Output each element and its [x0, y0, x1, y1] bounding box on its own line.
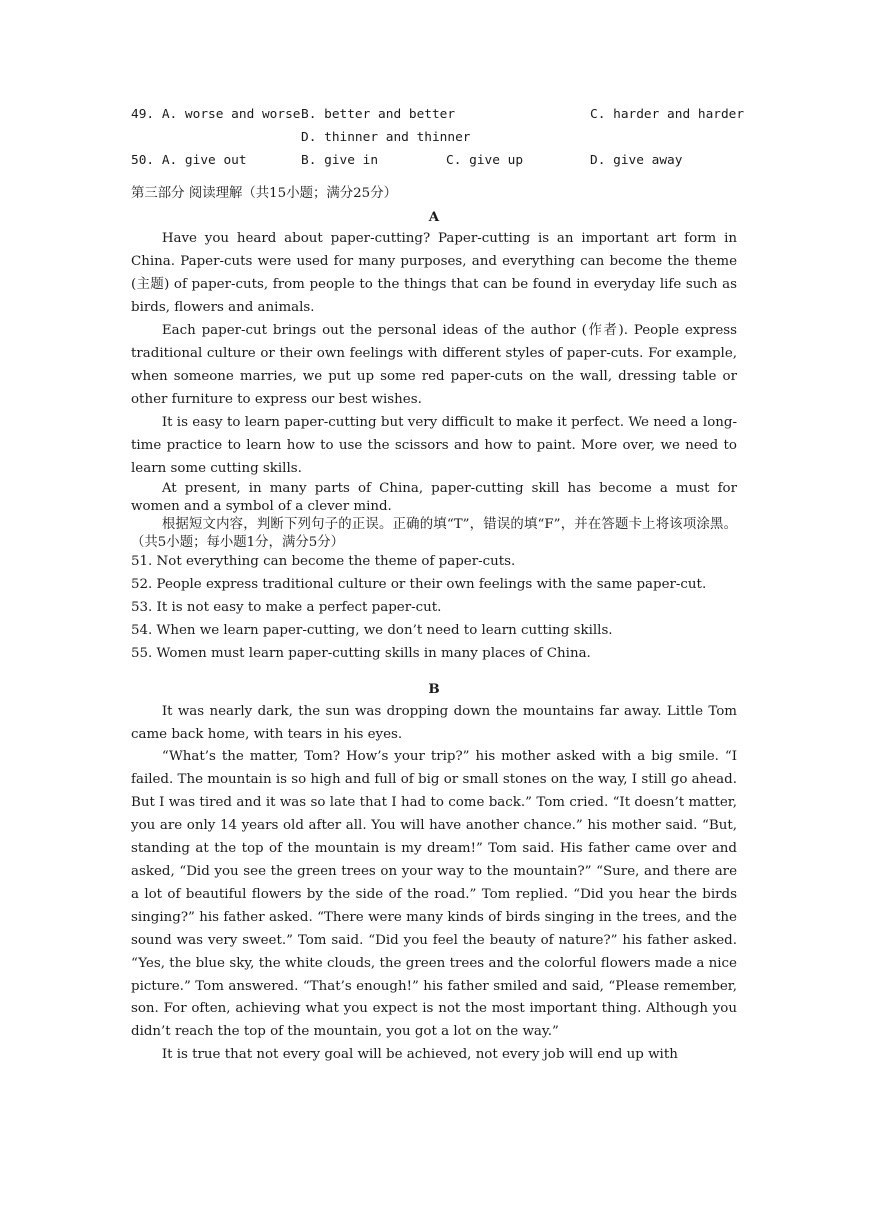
- question-55: 55. Women must learn paper-cutting skills in many places of China.: [131, 645, 591, 661]
- question-52: 52. People express traditional culture or their own feelings with the same paper-cut.: [131, 577, 707, 593]
- passage-a-paragraph-1: Have you heard about paper-cutting? Paper-cutting is an important art form in China. Paper-cuts were used for many purposes, and everything can become the theme (主题) of paper-cuts, from people to the things that can be found in everyday life such as birds, flowers and animals.: [131, 231, 737, 316]
- question-49: [131, 104, 745, 127]
- passage-b-paragraph-3: It is true that not every goal will be achieved, not every job will end up with: [161, 1047, 678, 1063]
- question-50: [131, 150, 737, 173]
- passage-b-paragraph-2: “What’s the matter, Tom? How’s your trip?” his mother asked with a big smile. “I failed. The mountain is so high and full of big or small stones on the way, I still go ahead. But I was tired and it was so late that I had to come back.” Tom cried. “It doesn’t matter, you are only 14 years old after all. You will have another chance.” his mother said. “But, standing at the top of the mountain is my dream!” Tom said. His father came over and asked, “Did you see the green trees on your way to the mountain?” “Sure, and there are a lot of beautiful flowers by the side of the road.” Tom replied. “Did you hear the birds singing?” his father asked. “There were many kinds of birds singing in the trees, and the sound was very sweet.” Tom said. “Did you feel the beauty of nature?” his father asked. “Yes, the blue sky, the white clouds, the green trees and the colorful flowers made a nice picture.” Tom answered. “That’s enough!” his father smiled and said, “Please remember, son. For often, achieving what you expect is not the most important thing. Although you didn’t reach the top of the mountain, you got a lot on the way.”: [131, 749, 737, 1040]
- question-49-line2: [131, 127, 737, 150]
- passage-a-instruction: 根据短文内容，判断下列句子的正误。正确的填“T”，错误的填“F”，并在答题卡上将该项涂黑。（共5小题；每小题1分，满分5分）: [131, 517, 737, 550]
- question-54: 54. When we learn paper-cutting, we don’t need to learn cutting skills.: [131, 622, 613, 638]
- part3-title: 第三部分 阅读理解（共15小题；满分25分）: [131, 185, 397, 201]
- q49-option-b: B. better and better: [301, 107, 456, 122]
- passage-a-paragraph-3: It is easy to learn paper-cutting but very difficult to make it perfect. We need a long-time practice to learn how to use the scissors and how to paint. More over, we need to learn some cutting skills.: [131, 414, 737, 476]
- q49-option-d: D. thinner and thinner: [301, 129, 471, 145]
- q49-option-c: C. harder and harder: [590, 107, 745, 122]
- passage-a-paragraph-2: Each paper-cut brings out the personal ideas of the author (作者). People express traditional culture or their own feelings with different styles of paper-cuts. For example, when someone marries, we put up some red paper-cuts on the wall, dressing table or other furniture to express our best wishes.: [131, 323, 737, 407]
- passage-a-paragraph-4: At present, in many parts of China, paper-cutting skill has become a must for women and a symbol of a clever mind.: [131, 481, 737, 515]
- question-53: 53. It is not easy to make a perfect paper-cut.: [131, 600, 442, 616]
- q49-option-a: 49. A. worse and worse: [131, 107, 301, 122]
- q50-option-b: B. give in: [301, 152, 379, 168]
- q50-option-c: C. give up: [446, 152, 524, 168]
- q50-option-d: D. give away: [590, 152, 683, 168]
- passage-b-label: B: [428, 680, 440, 697]
- q50-option-a: 50. A. give out: [131, 152, 247, 168]
- exam-page: [131, 104, 745, 1067]
- question-51: 51. Not everything can become the theme of paper-cuts.: [131, 554, 516, 570]
- passage-a-label: A: [428, 208, 440, 225]
- passage-b-paragraph-1: It was nearly dark, the sun was dropping down the mountains far away. Little Tom came back home, with tears in his eyes.: [131, 703, 737, 742]
